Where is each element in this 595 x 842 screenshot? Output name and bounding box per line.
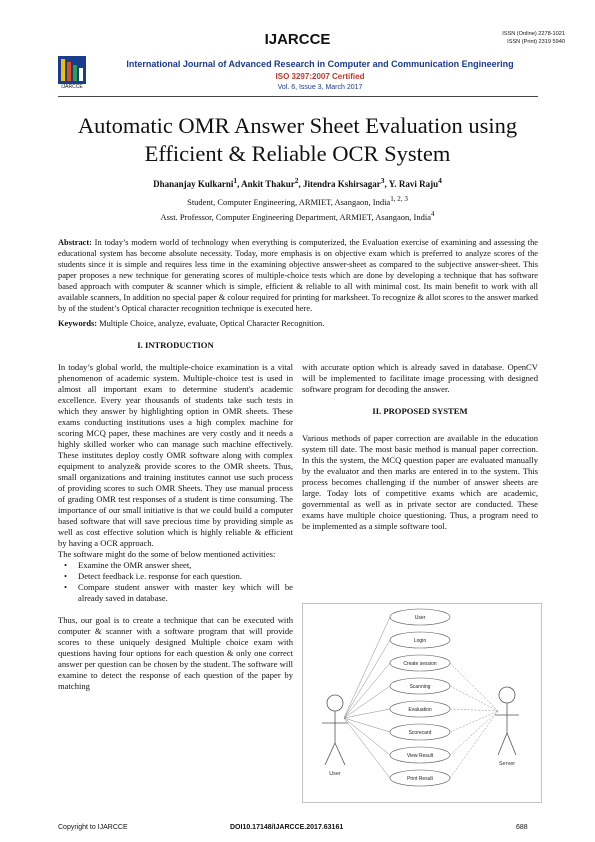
left-column — [58, 340, 293, 692]
journal-full-name: International Journal of Advanced Research in Computer and Communication Engineering — [126, 59, 514, 69]
author-sup: 4 — [438, 176, 442, 185]
keywords-label: Keywords: — [58, 319, 98, 328]
use-case-label: View Result — [406, 753, 434, 759]
keywords — [58, 319, 538, 328]
list-item: • Examine the OMR answer sheet, — [72, 560, 293, 571]
intro-paragraph-1: In today’s global world, the multiple-choice examination is a vital phenomenon of academic system. Multiple-choice test is used in almost all important exam to determine student's academic excellence. Every year thousands of students take such tests in which they answer by highlighting option in OMR sheets. These exams conducting institutions uses a high complex machine for scoring MCQ paper, these machines are very costly and it needs a highly skilled worker who can manage such machine effectively. These institutes deploy costly OMR software along with complex equipment to analyze& provide scores to the OMR sheets. Thus, small organizations and training institutes cannot use such process of providing scores to such OMR Sheets. They use manual process of grading OMR test responses of a student is time consuming. The importance of our small initiative is that we could build a computer based software that will save precious time by providing simple as well as cost effective solution which is highly reliable & efficient by having a OCR approach. — [58, 362, 293, 548]
use-case-label: User — [414, 615, 426, 621]
logo-text: IJARCCE — [61, 84, 83, 90]
volume-issue: Vol. 6, Issue 3, March 2017 — [277, 84, 363, 91]
affiliation-professor — [0, 210, 595, 222]
section-heading-introduction: I. INTRODUCTION — [137, 340, 214, 350]
right-column — [302, 362, 538, 532]
abstract-label: Abstract: — [58, 238, 92, 247]
use-case-label: Create session — [403, 661, 437, 667]
intro-paragraph-3: Thus, our goal is to create a technique that can be executed with computer & scanner with a software program that will provide scores to these uniquely designed Multiple choice exam with questions having four options for each question & only one correct answer per question can be chosen by the student. The software will examine to detect the response of each question of the paper by matching — [58, 615, 293, 691]
author-list: Dhananjay Kulkarni$^1$, Ankit Thakur$^2$, Jitendra Kshirsagar$^3$, Y. Ravi Raju$^4$ — [153, 176, 442, 189]
affiliation-students — [0, 195, 595, 207]
actor-label-user: User — [329, 771, 341, 777]
affiliation-text: Asst. Professor, Computer Engineering Department, ARMIET, Asangaon, India — [160, 211, 431, 222]
paper-title-line1: Automatic OMR Answer Sheet Evaluation using — [77, 113, 518, 138]
abstract — [58, 237, 538, 314]
affiliation-text: Student, Computer Engineering, ARMIET, Asangaon, India — [187, 196, 391, 207]
list-item: • Detect feedback i.e. response for each question. — [72, 571, 293, 582]
affiliation-sup: 4 — [430, 210, 435, 218]
list-item: • Compare student answer with master key which will be already saved in database. — [72, 582, 293, 604]
use-case-label: Print Result — [407, 776, 433, 782]
use-case-label: Login — [413, 638, 427, 644]
paper-title-line2: Efficient & Reliable OCR System — [144, 141, 451, 166]
header-divider — [58, 96, 538, 97]
author-sup: 2 — [294, 176, 299, 185]
footer-doi: DOI10.17148/IJARCCE.2017.63161 — [230, 824, 344, 831]
issn-block — [502, 30, 565, 46]
footer-page-number: 688 — [516, 824, 528, 831]
journal-logo-icon — [58, 56, 86, 84]
issn-online: ISSN (Online) 2278-1021 — [502, 31, 565, 37]
use-case-label: Scorecard — [408, 730, 432, 736]
author-sup: 1 — [233, 176, 238, 185]
author-name: Dhananjay Kulkarni — [153, 179, 234, 189]
affiliation-sup: 1, 2, 3 — [390, 195, 408, 203]
issn-print: ISSN (Print) 2319 5940 — [507, 39, 565, 45]
use-case-label: Evaluation — [408, 707, 432, 713]
intro-paragraph-4: with accurate option which is already saved in database. OpenCV will be implemented to facilitate image processing with designed software program for decoding the answer. — [302, 362, 538, 394]
section-heading-proposed-system: II. PROPOSED SYSTEM — [372, 406, 468, 416]
keywords-text: Multiple Choice, analyze, evaluate, Optical Character Recognition. — [97, 319, 325, 328]
use-case-label: Scanning — [409, 684, 431, 690]
intro-paragraph-2: The software might do the some of below mentioned activities: — [58, 549, 276, 559]
use-case-diagram — [302, 603, 542, 803]
actor-label-server: Server — [498, 761, 516, 767]
author-name: Ankit Thakur — [241, 179, 295, 189]
author-sup: 3 — [380, 176, 385, 185]
activities-list — [58, 560, 293, 604]
author-name: Y. Ravi Raju — [388, 179, 439, 189]
iso-certification: ISO 3297:2007 Certified — [275, 72, 365, 81]
author-name: Jitendra Kshirsagar — [303, 179, 381, 189]
abstract-text: In today’s modern world of technology when everything is computerized, the Evaluation exercise of examining and assessing the educational system has become absolute necessity. Today, more emphasis is on objective exam which is preferred to analyze scores of the students since it is simple and requires less time in the examining objective answer-sheet as compared to the subjective answer-sheet. This paper proposes a new technique for generating scores of multiple-choice tests which are done by developing a technique that has software based approach with computer & scanner which is simple, efficient & reliable to all with minimal cost. Its main benefit to work with all available scanners, In addition no special paper & colour required for printing for marksheet. To recognize & allot scores to the answer marked by of the student’s Optical character recognition technique is executed here. — [58, 238, 538, 313]
proposed-paragraph-1: Various methods of paper correction are available in the education system till date. The most basic method is manual paper correction. In this the system, the MCQ question paper are evaluated manually by the evaluator and then marks are entered in to the system. This process becomes challenging if the number of answer sheets are large. Today lots of competitive exams which are academic, governmental as well as in private sector are conducted. These exams have multiple choice questioning. Thus, a program need to be implemented as a simple software tool. — [302, 433, 538, 531]
footer-copyright: Copyright to IJARCCE — [58, 824, 128, 831]
journal-short-title: IJARCCE — [264, 31, 331, 48]
paper-title — [40, 112, 555, 168]
